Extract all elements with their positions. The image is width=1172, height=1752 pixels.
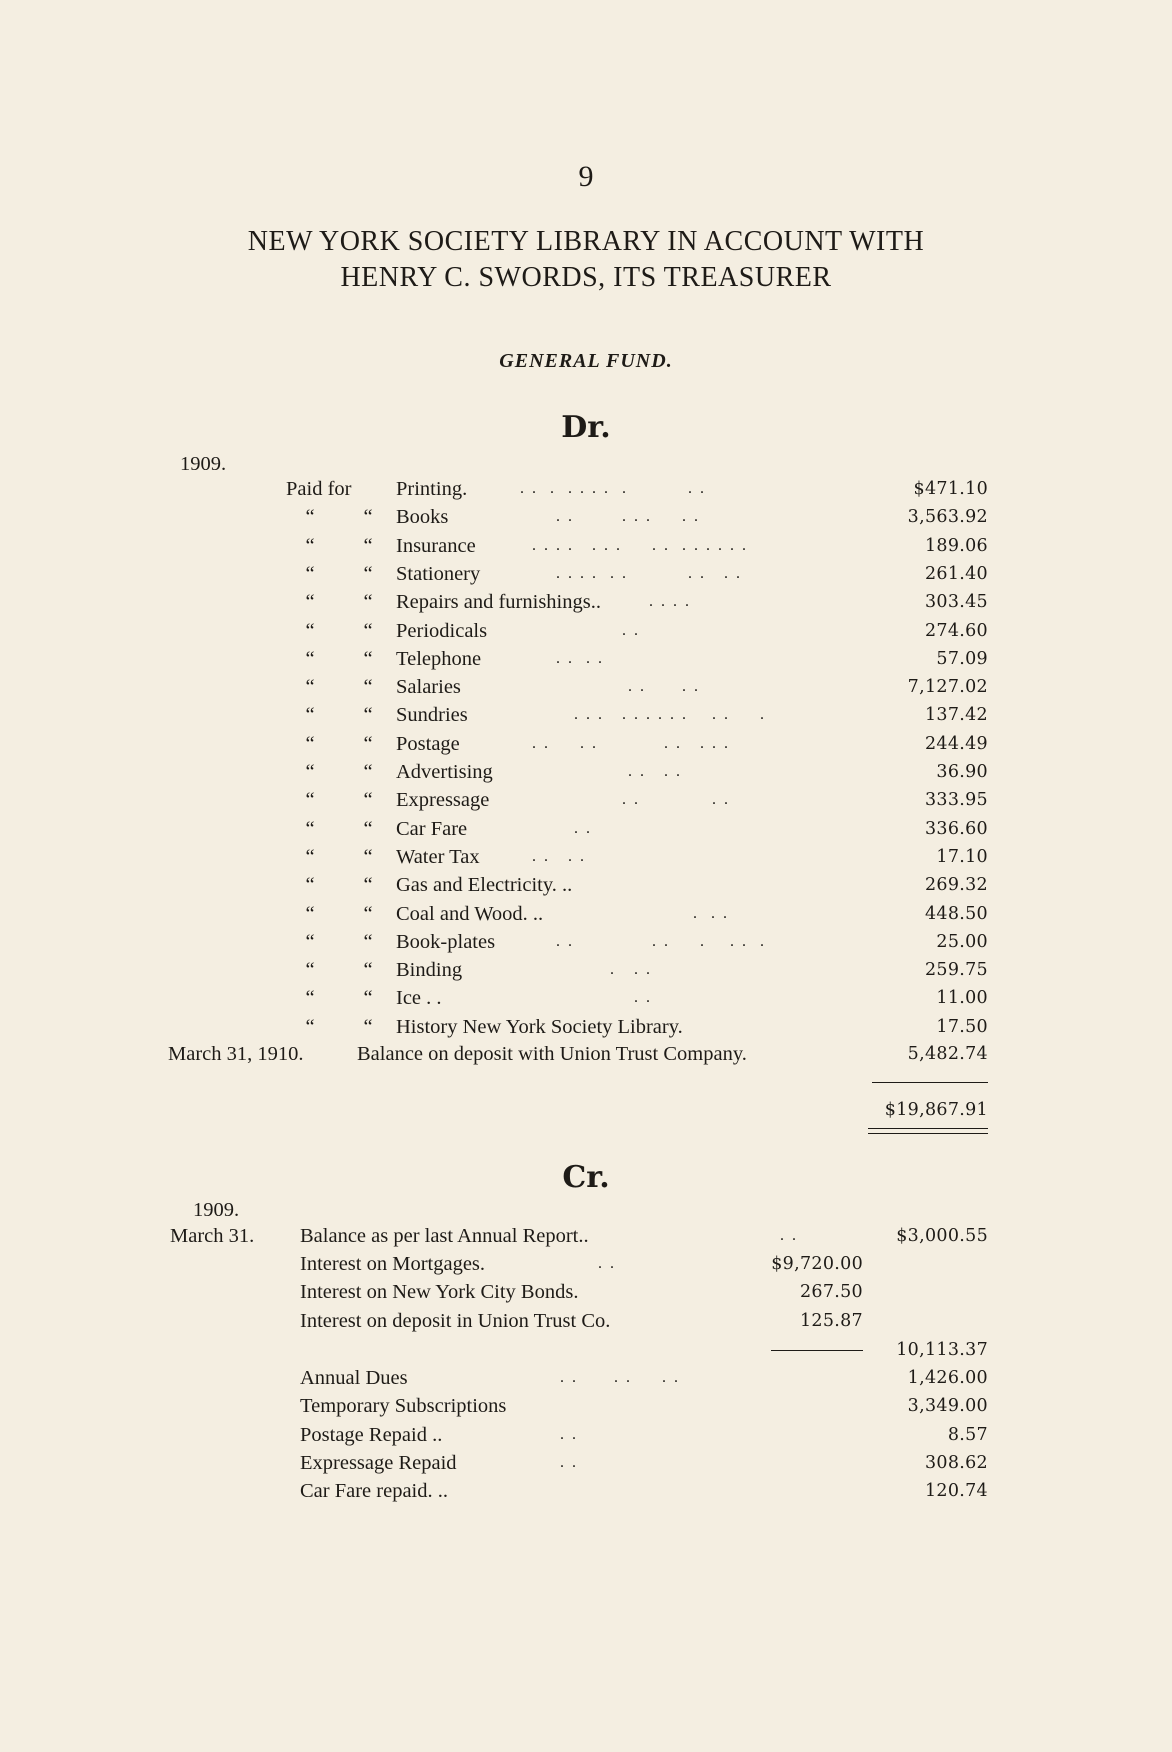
ditto-mark: “ [363, 1015, 373, 1038]
debit-item-amount: 137.42 [924, 705, 988, 726]
debit-item-label: Expressage [396, 789, 490, 812]
debit-item-amount: 17.50 [936, 1016, 988, 1037]
ditto-mark: “ [363, 817, 373, 840]
interest-total: 10,113.37 [896, 1340, 988, 1360]
ditto-mark: “ [363, 789, 373, 812]
debit-balance-date: March 31, 1910. [168, 1043, 304, 1065]
ditto-mark: “ [363, 987, 373, 1010]
debit-item-label: Ice . . [396, 987, 442, 1010]
debit-item-amount: 25.00 [936, 931, 988, 952]
credit-item-amount: 308.62 [924, 1452, 988, 1473]
debit-item-label: Repairs and furnishings.. [396, 591, 601, 614]
debit-item-amount: 189.06 [924, 535, 988, 556]
ditto-mark: “ [305, 562, 315, 585]
ditto-mark: “ [305, 1015, 315, 1038]
credit-item-label: Expressage Repaid [300, 1451, 457, 1474]
interest-item-amount: 125.87 [799, 1310, 863, 1331]
dot-leader: . . [560, 1425, 578, 1443]
ditto-mark: “ [363, 732, 373, 755]
debit-item-label: History New York Society Library. [396, 1015, 683, 1038]
credit-item-amount: 8.57 [947, 1424, 988, 1445]
ditto-mark: “ [363, 902, 373, 925]
ditto-mark: “ [363, 619, 373, 642]
ditto-mark: “ [363, 761, 373, 783]
debit-balance-label: Balance on deposit with Union Trust Company. [357, 1043, 747, 1065]
dot-leader: . . . . . . . . . [520, 734, 730, 752]
debit-item-amount: 303.45 [924, 592, 988, 613]
debit-item-amount: 57.09 [936, 648, 988, 669]
debit-item-amount: 269.32 [924, 875, 988, 896]
credit-date: March 31. [170, 1225, 255, 1247]
debit-item-amount: 244.49 [924, 733, 988, 754]
debit-item-label: Water Tax [396, 845, 480, 868]
credit-item-label: Postage Repaid .. [300, 1423, 443, 1446]
debit-item-amount: 259.75 [924, 960, 988, 981]
subtotal-rule [872, 1082, 988, 1083]
ditto-mark: “ [305, 732, 315, 755]
debit-item-label: Periodicals [396, 619, 488, 642]
debit-item-amount: $471.10 [913, 479, 988, 499]
credit-balance-amount: $3,000.55 [896, 1226, 988, 1246]
interest-item-amount: $9,720.00 [771, 1254, 863, 1274]
dot-leader: . . . [520, 961, 652, 979]
ditto-mark: “ [305, 619, 315, 642]
ditto-mark: “ [305, 959, 315, 982]
debit-item-label: Advertising [396, 761, 493, 783]
debit-balance-amount: 5,482.74 [907, 1044, 988, 1064]
ditto-mark: “ [363, 704, 373, 727]
dot-leader: . . . . . . . . [520, 932, 766, 950]
credit-item-label: Car Fare repaid. .. [300, 1480, 448, 1503]
ditto-mark: “ [305, 817, 315, 840]
interest-item-label: Interest on deposit in Union Trust Co. [300, 1309, 611, 1332]
debit-item-amount: 333.95 [924, 790, 988, 811]
debit-item-label: Gas and Electricity. .. [396, 874, 573, 897]
ditto-mark: “ [305, 506, 315, 529]
credit-balance-leader: . . [780, 1227, 798, 1244]
dot-leader: . . . . [520, 791, 730, 809]
ditto-mark: “ [305, 930, 315, 953]
debit-item-amount: 448.50 [924, 903, 988, 924]
ditto-mark: “ [363, 562, 373, 585]
credit-year: 1909. [193, 1199, 240, 1221]
debit-item-label: Stationery [396, 562, 481, 585]
dot-leader: . . . . [520, 847, 586, 865]
interest-item-amount: 267.50 [799, 1282, 863, 1303]
dot-leader: . . . [555, 904, 729, 922]
dot-leader: . . . . . . [560, 1369, 680, 1386]
ditto-mark: “ [363, 959, 373, 982]
credit-item-amount: 120.74 [924, 1481, 988, 1502]
paid-for-label: Paid for [286, 478, 352, 500]
ditto-mark: “ [305, 534, 315, 557]
interest-item-label: Interest on New York City Bonds. [300, 1281, 579, 1304]
debit-item-label: Printing. [396, 478, 468, 500]
ditto-mark: “ [305, 704, 315, 727]
ditto-mark: “ [305, 987, 315, 1010]
ditto-mark: “ [305, 761, 315, 783]
debit-heading: Dr. [561, 410, 611, 445]
debit-item-label: Books [396, 506, 449, 529]
dot-leader: . . . . . . . [520, 508, 700, 526]
ditto-mark: “ [363, 676, 373, 699]
debit-item-amount: 36.90 [936, 762, 988, 782]
debit-item-amount: 11.00 [936, 988, 988, 1009]
ditto-mark: “ [305, 874, 315, 897]
debit-item-amount: 336.60 [924, 818, 988, 839]
debit-item-amount: 7,127.02 [907, 677, 988, 698]
ditto-mark: “ [363, 506, 373, 529]
ditto-mark: “ [305, 647, 315, 670]
interest-rule [771, 1350, 863, 1351]
dot-leader: . . [520, 819, 592, 837]
credit-item-label: Temporary Subscriptions [300, 1395, 507, 1418]
credit-item-amount: 3,349.00 [907, 1396, 988, 1417]
dot-leader: . . . . . . . . . . . . [520, 706, 766, 724]
ditto-mark: “ [305, 845, 315, 868]
debit-item-label: Salaries [396, 676, 461, 699]
dot-leader: . . . . . . . . . . . . . . . [520, 536, 748, 554]
debit-item-amount: 274.60 [924, 620, 988, 641]
ditto-mark: “ [305, 591, 315, 614]
credit-item-amount: 1,426.00 [907, 1368, 988, 1388]
debit-total: $19,867.91 [884, 1100, 988, 1120]
dot-leader: . . . . [613, 593, 691, 611]
debit-item-label: Binding [396, 959, 463, 982]
title-line-1: NEW YORK SOCIETY LIBRARY IN ACCOUNT WITH [247, 226, 925, 257]
dot-leader: . . [598, 1255, 616, 1272]
dot-leader: . . [560, 1453, 578, 1471]
ditto-mark: “ [305, 789, 315, 812]
total-double-rule-top [868, 1128, 988, 1129]
page-number: 9 [578, 160, 594, 193]
debit-year: 1909. [180, 453, 227, 475]
debit-item-label: Sundries [396, 704, 468, 727]
dot-leader: . . . . [520, 678, 700, 696]
title-line-2: HENRY C. SWORDS, ITS TREASURER [340, 262, 832, 293]
debit-item-amount: 3,563.92 [907, 507, 988, 528]
debit-item-label: Postage [396, 732, 460, 755]
debit-item-label: Car Fare [396, 817, 468, 840]
total-double-rule-bottom [868, 1133, 988, 1134]
fund-heading: GENERAL FUND. [499, 350, 673, 372]
debit-item-label: Insurance [396, 534, 476, 557]
debit-item-label: Book-plates [396, 930, 496, 953]
debit-item-label: Coal and Wood. .. [396, 902, 544, 925]
dot-leader: . . . . . . . . . . [520, 564, 742, 582]
dot-leader: . . . . [520, 763, 682, 780]
ditto-mark: “ [363, 874, 373, 897]
debit-item-amount: 17.10 [936, 846, 988, 867]
ditto-mark: “ [305, 902, 315, 925]
debit-item-amount: 261.40 [924, 563, 988, 584]
ditto-mark: “ [363, 647, 373, 670]
credit-item-label: Annual Dues [300, 1367, 408, 1389]
ditto-mark: “ [363, 534, 373, 557]
interest-item-label: Interest on Mortgages. [300, 1253, 486, 1275]
dot-leader: . . . . [520, 649, 604, 667]
dot-leader: . . [520, 621, 640, 639]
ditto-mark: “ [363, 930, 373, 953]
credit-heading: Cr. [562, 1160, 610, 1195]
ditto-mark: “ [305, 676, 315, 699]
credit-balance-label: Balance as per last Annual Report.. [300, 1225, 589, 1247]
debit-item-label: Telephone [396, 647, 482, 670]
dot-leader: . . [520, 989, 652, 1007]
dot-leader: . . . . . . . . . . [520, 480, 706, 497]
ditto-mark: “ [363, 845, 373, 868]
ditto-mark: “ [363, 591, 373, 614]
